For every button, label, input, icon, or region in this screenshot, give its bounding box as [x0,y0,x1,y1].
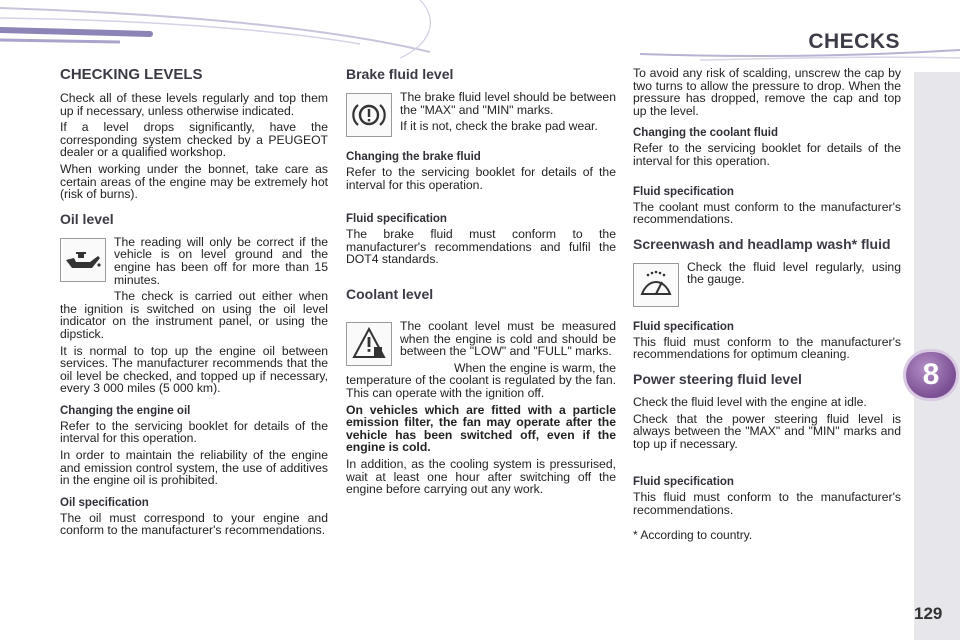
brake-paragraph-2: If it is not, check the brake pad wear. [400,119,598,134]
column-right [633,62,901,545]
changing-coolant-heading: Changing the coolant fluid [633,127,779,140]
changing-brake-fluid-heading: Changing the brake fluid [346,151,481,163]
power-steering-heading: Power steering fluid level [633,370,802,387]
oil-spec-heading: Oil specification [60,496,149,509]
footnote: * According to country. [633,527,753,542]
coolant-paragraph-3: In addition, as the cooling system is pressurised, wait at least one hour after switching off the engine before carrying out any work. [346,456,616,497]
brake-paragraph-1: The brake fluid level should be between the "MAX" and "MIN" marks. [400,90,616,117]
steering-spec-paragraph: This fluid must conform to the manufacturer's recommendations. [633,490,901,517]
screenwash-heading: Screenwash and headlamp wash* fluid [633,235,891,252]
changing-brake-fluid-paragraph: Refer to the servicing booklet for details of the interval for this operation. [346,165,616,192]
oil-can-icon [60,238,106,282]
changing-oil-paragraph-2: In order to maintain the reliability of the engine and emission control system, the use of additives in the engine oil is prohibited. [60,448,328,488]
washer-fluid-icon [633,263,679,307]
intro-paragraph-3: When working under the bonnet, take care as certain areas of the engine may be extremely hot (risk of burns). [60,161,328,202]
section-title: CHECKS [808,30,900,53]
chapter-tab[interactable]: 8 [906,352,956,398]
brake-spec-paragraph: The brake fluid must conform to the manufacturer's recommendations and fulfil the DOT4 standards. [346,227,616,267]
oil-paragraph-3: It is normal to top up the engine oil between services. The manufacturer recommends that the oil level be checked, and topped up if necessary, every 3 000 miles (5 000 km). [60,343,328,396]
column-left [60,62,328,541]
steering-paragraph-1: Check the fluid level with the engine at idle. [633,394,867,409]
coolant-level-heading: Coolant level [346,285,434,302]
screenwash-spec-paragraph: This fluid must conform to the manufacturer's recommendations for optimum cleaning. [633,334,901,362]
changing-coolant-paragraph: Refer to the servicing booklet for details of the interval for this operation. [633,141,901,168]
brake-warning-icon [346,93,392,137]
brake-fluid-heading: Brake fluid level [346,66,454,82]
column-middle [346,62,616,500]
steering-paragraph-2: Check that the power steering fluid level is always between the "MAX" and "MIN" marks and top up if necessary. [633,411,901,451]
page-number: 129 [914,604,943,623]
steering-spec-heading: Fluid specification [633,476,734,489]
changing-oil-heading: Changing the engine oil [60,404,191,417]
coolant-warning-paragraph: On vehicles which are fitted with a particle emission filter, the fan may operate after the vehicle has been switched off, even if the engine is cold. [346,402,616,455]
brake-spec-heading: Fluid specification [346,213,447,226]
coolant-paragraph-1: The coolant level must be measured when the engine is cold and should be between the "LOW" and "FULL" marks. [400,318,616,359]
checking-levels-heading: CHECKING LEVELS [60,66,203,83]
intro-paragraph-2: If a level drops significantly, have the corresponding system checked by a PEUGEOT dealer or a qualified workshop. [60,120,328,160]
screenwash-spec-heading: Fluid specification [633,320,734,333]
coolant-spec-heading: Fluid specification [633,185,734,198]
intro-paragraph-1: Check all of these levels regularly and top them up if necessary, unless otherwise indicated. [60,91,328,118]
changing-oil-paragraph-1: Refer to the servicing booklet for details of the interval for this operation. [60,418,328,446]
coolant-continued-paragraph: To avoid any risk of scalding, unscrew the cap by two turns to allow the pressure to drop. When the pressure has dropped, remove the cap and top up the level. [633,66,901,118]
oil-spec-paragraph: The oil must correspond to your engine and conform to the manufacturer's recommendations. [60,510,328,538]
coolant-paragraph-2: When the engine is warm, the temperature of the coolant is regulated by the fan. This can operate with the ignition off. [346,360,616,400]
oil-level-heading: Oil level [60,210,114,227]
screenwash-paragraph-1: Check the fluid level regularly, using the gauge. [687,259,901,287]
coolant-warning-icon [346,322,392,366]
oil-paragraph-2: The check is carried out either when the ignition is switched on using the oil level indicator on the instrument panel, or using the dipstick. [60,289,328,341]
oil-paragraph-1: The reading will only be correct if the vehicle is on level ground and the engine has been off for more than 15 minutes. [114,234,328,287]
coolant-spec-paragraph: The coolant must conform to the manufacturer's recommendations. [633,199,901,227]
